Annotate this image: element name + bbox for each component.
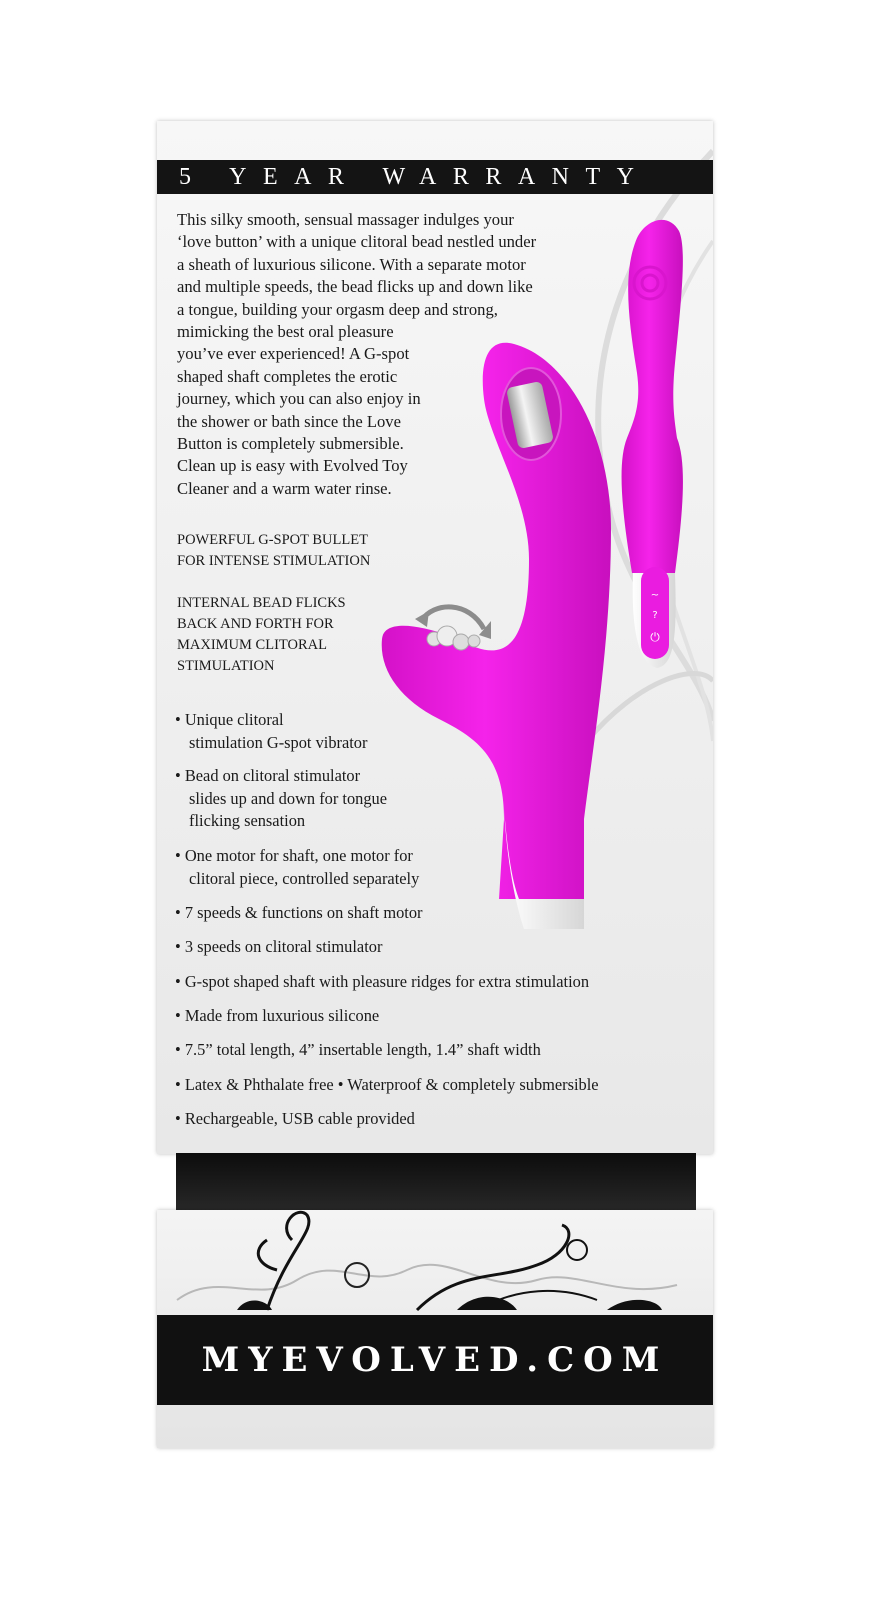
- rotation-arrow-icon: [421, 607, 484, 629]
- list-item: [175, 1108, 415, 1131]
- description-line: shaped shaft completes the erotic: [177, 366, 398, 386]
- list-item-text: stimulation G-spot vibrator: [189, 732, 368, 752]
- package-back-panel: [157, 121, 713, 1154]
- list-item: [175, 936, 382, 959]
- feature-line: FOR INTENSE STIMULATION: [177, 553, 371, 569]
- description-line: a tongue, building your orgasm deep and strong,: [177, 299, 498, 319]
- power-icon: ⏻: [650, 630, 660, 644]
- list-item-text: • Rechargeable, USB cable provided: [175, 1109, 415, 1128]
- list-item-text: • 7.5” total length, 4” insertable length, 1.4” shaft width: [175, 1040, 541, 1059]
- floral-flourish: [157, 1210, 713, 1315]
- description-line: a sheath of luxurious silicone. With a separate motor: [177, 254, 526, 274]
- list-item-text: flicking sensation: [189, 811, 306, 830]
- description-line: ‘love button’ with a unique clitoral bead nestled under: [177, 232, 537, 252]
- feature-callout-bead: [177, 593, 346, 677]
- list-item: [175, 1039, 541, 1062]
- feature-line: POWERFUL G-SPOT BULLET: [177, 532, 368, 548]
- list-item-text: • Latex & Phthalate free • Waterproof & completely submersible: [175, 1075, 599, 1094]
- list-item-text: slides up and down for tongue: [189, 788, 388, 808]
- feature-line: MAXIMUM CLITORAL: [177, 637, 327, 653]
- list-item: [175, 902, 422, 925]
- description-line: mimicking the best oral pleasure: [177, 322, 394, 342]
- description-line: and multiple speeds, the bead flicks up and down like: [177, 277, 533, 297]
- description-line: Button is completely submersible.: [177, 434, 404, 454]
- warranty-banner: 5 YEAR WARRANTY: [157, 160, 713, 194]
- list-item: [175, 1074, 599, 1097]
- description-line: Clean up is easy with Evolved Toy: [177, 456, 408, 476]
- list-item-text: • G-spot shaped shaft with pleasure ridges for extra stimulation: [175, 972, 590, 991]
- website-url: MYEVOLVED.COM: [157, 1315, 713, 1405]
- list-item: [175, 971, 589, 994]
- list-item: [175, 845, 419, 890]
- mode-icon: ?: [652, 610, 658, 621]
- list-item-text: clitoral piece, controlled separately: [189, 868, 420, 888]
- feature-line: BACK AND FORTH FOR: [177, 616, 334, 632]
- list-item: [175, 765, 387, 833]
- list-item-text: • 3 speeds on clitoral stimulator: [175, 937, 383, 956]
- description-line: Cleaner and a warm water rinse.: [177, 478, 392, 498]
- list-item: [175, 709, 367, 754]
- list-item-text: • One motor for shaft, one motor for: [175, 846, 413, 865]
- description-line: This silky smooth, sensual massager indulges your: [177, 210, 514, 229]
- list-item-text: • Unique clitoral: [175, 710, 284, 729]
- description-line: the shower or bath since the Love: [177, 411, 401, 431]
- feature-callout-bullet: [177, 530, 370, 572]
- package-tray: [176, 1153, 696, 1215]
- description-line: journey, which you can also enjoy in: [177, 389, 421, 409]
- vibration-icon: ~: [650, 590, 660, 601]
- product-front-view: [617, 213, 687, 683]
- list-item: [175, 1005, 379, 1028]
- list-item-text: • Made from luxurious silicone: [175, 1006, 380, 1025]
- list-item-text: • 7 speeds & functions on shaft motor: [175, 903, 423, 922]
- feature-line: STIMULATION: [177, 658, 275, 674]
- feature-line: INTERNAL BEAD FLICKS: [177, 595, 346, 611]
- list-item-text: • Bead on clitoral stimulator: [175, 766, 361, 785]
- description-line: you’ve ever experienced! A G-spot: [177, 344, 410, 364]
